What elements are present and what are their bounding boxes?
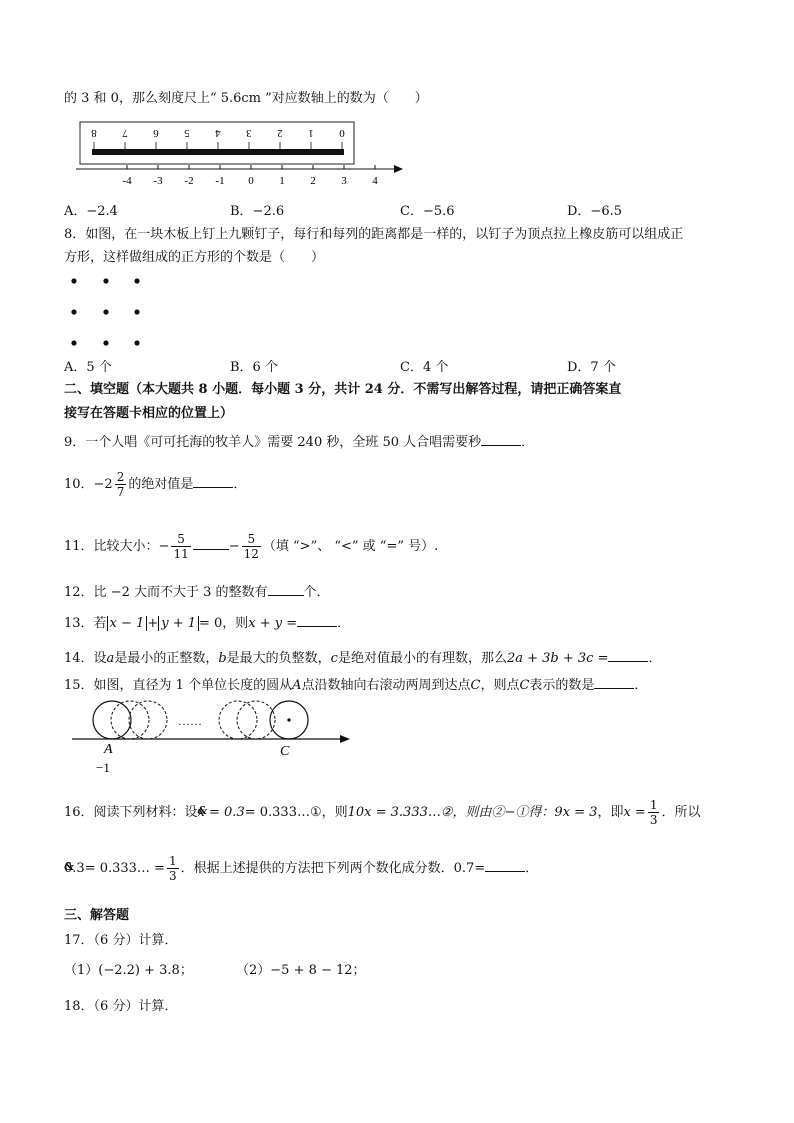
- q17-part1: （1）(−2.2) + 3.8；: [64, 963, 193, 978]
- section3-title: 三、解答题: [64, 908, 130, 923]
- ruler-label: 3: [246, 127, 252, 139]
- label-minus-1: −1: [96, 760, 110, 775]
- nail: [103, 340, 108, 345]
- label-A: A: [104, 742, 113, 757]
- axis-label: -3: [153, 175, 163, 187]
- q15: 15．如图，直径为 1 个单位长度的圆从A点沿数轴向右滚动两周到达点C，则点C表示的数是 ．: [64, 675, 647, 695]
- q7-option-a[interactable]: A．−2.4: [64, 204, 118, 219]
- q11-answer-blank[interactable]: [193, 536, 229, 550]
- q10: 10．−2 $\frac{2}{7}$ 的绝对值是 ．: [64, 470, 247, 499]
- q8-line1: 8．如图，在一块木板上钉上九颗钉子，每行和每列的距离都是一样的，以钉子为顶点拉上橡皮筋可以组成正: [64, 227, 684, 242]
- q7-stem: 的 3 和 0，那么刻度尺上“ 5.6cm ”对应数轴上的数为（ ）: [64, 91, 428, 106]
- q16-answer-blank[interactable]: [485, 858, 525, 872]
- q18-title: 18．（6 分）计算．: [64, 999, 178, 1014]
- ruler-label: 4: [215, 127, 221, 139]
- q12: 12．比 −2 大而不大于 3 的整数有 个．: [64, 582, 330, 602]
- q8-option-d[interactable]: D．7 个: [567, 360, 616, 375]
- axis-label: 4: [372, 175, 378, 187]
- q17-part2: （2）−5 + 8 − 12；: [236, 963, 366, 978]
- q17-title: 17．（6 分）计算．: [64, 933, 178, 948]
- nail: [103, 309, 108, 314]
- nine-nails-figure: [66, 272, 156, 352]
- q10-answer-blank[interactable]: [193, 474, 233, 488]
- q7-option-d[interactable]: D．−6.5: [567, 204, 622, 219]
- q13-abs-x: x − 1: [107, 616, 148, 631]
- nail: [71, 278, 76, 283]
- q11: 11．比较大小：− $\frac{5}{11}$ − $\frac{5}{12}$ （填 “>”、 “<” 或 “=” 号）.: [64, 532, 439, 561]
- ruler-label: 7: [122, 127, 128, 139]
- q8-option-b[interactable]: B．6 个: [230, 360, 278, 375]
- axis-label: -1: [215, 175, 225, 187]
- nail: [71, 309, 76, 314]
- ruler-label: 8: [91, 127, 97, 139]
- ruler-label: 6: [153, 127, 159, 139]
- q8-option-c[interactable]: C．4 个: [400, 360, 449, 375]
- q16-line1: 16．阅读下列材料：设& x = 0.3= 0.333…①，则10x = 3.333…②，则由②−①得：9x = 3，即x = $\frac{1}{3}$ ．所以: [64, 796, 700, 830]
- q7-option-c[interactable]: C．−5.6: [400, 204, 455, 219]
- q8-line2: 方形，这样做组成的正方形的个数是（ ）: [64, 250, 325, 265]
- axis-label: -2: [184, 175, 194, 187]
- axis-label: -4: [122, 175, 132, 187]
- q10-fraction: $\frac{2}{7}$: [116, 470, 125, 499]
- axis-label: 1: [279, 175, 285, 187]
- q8-option-a[interactable]: A．5 个: [64, 360, 112, 375]
- section2-title-line1: 二、填空题（本大题共 8 小题．每小题 3 分，共计 24 分．不需写出解答过程，请把正确答案直: [64, 382, 622, 397]
- circle-dashed: [219, 701, 257, 739]
- nail: [134, 309, 139, 314]
- q15-answer-blank[interactable]: [594, 675, 634, 689]
- circle-dashed: [111, 701, 149, 739]
- q14-answer-blank[interactable]: [608, 648, 648, 662]
- q14: 14．设a是最小的正整数，b是最大的负整数，c是绝对值最小的有理数，那么2a + 3b + 3c = ．: [64, 648, 662, 668]
- q11-fraction-2: $\frac{5}{12}$: [243, 532, 259, 561]
- ruler-label: 0: [339, 127, 345, 139]
- circle-dashed: [129, 701, 167, 739]
- q9-answer-blank[interactable]: [481, 432, 521, 446]
- q11-fraction-1: $\frac{5}{11}$: [173, 532, 189, 561]
- q9: 9．一个人唱《可可托海的牧羊人》需要 240 秒，全班 50 人合唱需要秒 ．: [64, 432, 534, 452]
- axis-label: 0: [248, 175, 254, 187]
- rolling-circle-figure: [68, 695, 358, 777]
- nail: [134, 340, 139, 345]
- section2-title-line2: 接写在答题卡相应的位置上）: [64, 406, 234, 421]
- q7-option-b[interactable]: B．−2.6: [230, 204, 285, 219]
- q13: 13．若 x − 1 + y + 1 = 0，则x + y = ．: [64, 613, 350, 633]
- q9-text: 9．一个人唱《可可托海的牧羊人》需要 240 秒，全班 50 人合唱需要秒: [64, 435, 482, 450]
- axis-label: 3: [341, 175, 347, 187]
- nail: [71, 340, 76, 345]
- ellipsis: ……: [178, 714, 202, 728]
- ruler-label: 2: [277, 127, 283, 139]
- ruler-number-line-figure: [76, 120, 406, 192]
- circle-dashed: [237, 701, 275, 739]
- ruler-label: 5: [184, 127, 190, 139]
- circle-start: [93, 701, 131, 739]
- q12-answer-blank[interactable]: [268, 582, 304, 596]
- q13-abs-y: y + 1: [158, 616, 199, 631]
- center-dot: [287, 718, 290, 721]
- q16-line2: & 0.3= 0.333… = $\frac{1}{3}$ ．根据上述提供的方法把下列两个数化成分数．0.7= ．: [64, 852, 538, 886]
- ruler-label: 1: [308, 127, 314, 139]
- axis-label: 2: [310, 175, 316, 187]
- nail: [134, 278, 139, 283]
- nail: [103, 278, 108, 283]
- label-C: C: [280, 744, 290, 759]
- q13-answer-blank[interactable]: [297, 613, 337, 627]
